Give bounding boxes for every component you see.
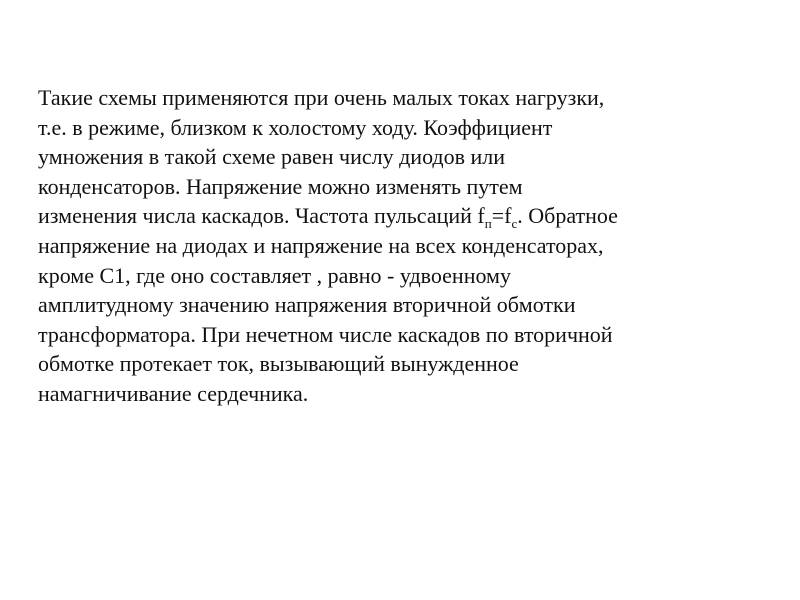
text-line: амплитудному значению напряжения вторичной обмотки <box>38 292 576 318</box>
freq-subscript-c: c <box>511 216 518 232</box>
text-line: обмотке протекает ток, вызывающий вынужденное <box>38 351 519 377</box>
freq-text-before: изменения числа каскадов. Частота пульсаций f <box>38 203 485 229</box>
text-line: умножения в такой схеме равен числу диодов или <box>38 144 506 170</box>
text-line: кроме C1, где оно составляет , равно - удвоенному <box>38 262 511 288</box>
body-text <box>38 83 778 409</box>
text-line: Такие схемы применяются при очень малых токах нагрузки, <box>38 85 605 110</box>
text-line: конденсаторов. Напряжение можно изменять путем <box>38 173 523 199</box>
freq-text-after: . Обратное <box>517 203 618 229</box>
freq-subscript-p: п <box>484 216 492 232</box>
text-line-frequency <box>38 201 778 231</box>
text-line: напряжение на диодах и напряжение на всех конденсаторах, <box>38 232 604 258</box>
text-line: т.е. в режиме, близком к холостому ходу. Коэффициент <box>38 114 553 140</box>
freq-text-middle: =f <box>491 203 512 229</box>
text-line: трансформатора. При нечетном числе каскадов по вторичной <box>38 321 613 347</box>
text-line: намагничивание сердечника. <box>38 380 309 406</box>
